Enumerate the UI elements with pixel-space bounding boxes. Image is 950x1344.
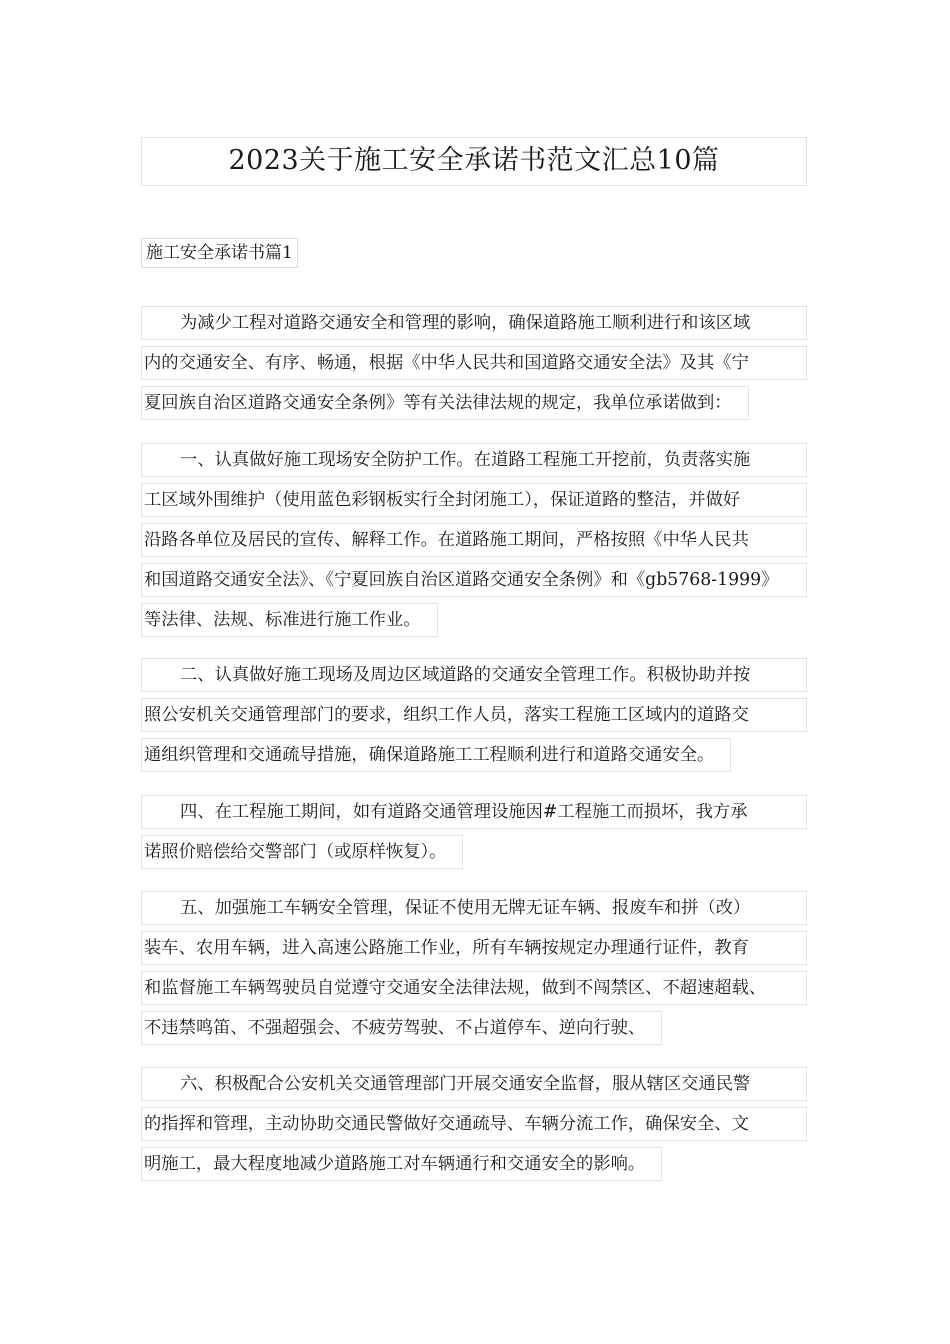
- paragraph-line: 工区域外围维护（使用蓝色彩钢板实行全封闭施工），保证道路的整洁，并做好: [141, 483, 807, 517]
- paragraph-line: 诺照价赔偿给交警部门（或原样恢复）。: [141, 835, 463, 869]
- paragraph-line: 四、在工程施工期间，如有道路交通管理设施因#工程施工而损坏，我方承: [141, 795, 807, 829]
- section-heading: 施工安全承诺书篇1: [141, 238, 298, 268]
- paragraph-line: 明施工，最大程度地减少道路施工对车辆通行和交通安全的影响。: [141, 1147, 662, 1181]
- paragraph-line: 六、积极配合公安机关交通管理部门开展交通安全监督，服从辖区交通民警: [141, 1067, 807, 1101]
- paragraph-intro: [141, 306, 807, 430]
- paragraph-line: 一、认真做好施工现场安全防护工作。在道路工程施工开挖前，负责落实施: [141, 443, 807, 477]
- paragraph-line: 夏回族自治区道路交通安全条例》等有关法律法规的规定，我单位承诺做到：: [141, 386, 749, 420]
- paragraph-item-4: [141, 795, 807, 879]
- document-title: 2023关于施工安全承诺书范文汇总10篇: [141, 137, 807, 186]
- paragraph-item-1: [141, 443, 807, 647]
- paragraph-item-2: [141, 658, 807, 782]
- paragraph-line: 和监督施工车辆驾驶员自觉遵守交通安全法律法规，做到不闯禁区、不超速超载、: [141, 971, 807, 1005]
- paragraph-line: 为减少工程对道路交通安全和管理的影响，确保道路施工顺利进行和该区域: [141, 306, 807, 340]
- paragraph-line: 二、认真做好施工现场及周边区域道路的交通安全管理工作。积极协助并按: [141, 658, 807, 692]
- paragraph-line: 五、加强施工车辆安全管理，保证不使用无牌无证车辆、报废车和拼（改）: [141, 891, 807, 925]
- paragraph-item-5: [141, 891, 807, 1055]
- paragraph-line: 内的交通安全、有序、畅通，根据《中华人民共和国道路交通安全法》及其《宁: [141, 346, 807, 380]
- paragraph-line: 不违禁鸣笛、不强超强会、不疲劳驾驶、不占道停车、逆向行驶、: [141, 1011, 662, 1045]
- paragraph-item-6: [141, 1067, 807, 1191]
- paragraph-line: 的指挥和管理，主动协助交通民警做好交通疏导、车辆分流工作，确保安全、文: [141, 1107, 807, 1141]
- paragraph-line: 沿路各单位及居民的宣传、解释工作。在道路施工期间，严格按照《中华人民共: [141, 523, 807, 557]
- paragraph-line: 照公安机关交通管理部门的要求，组织工作人员，落实工程施工区域内的道路交: [141, 698, 807, 732]
- paragraph-line: 通组织管理和交通疏导措施，确保道路施工工程顺利进行和道路交通安全。: [141, 738, 731, 772]
- paragraph-line: 等法律、法规、标准进行施工作业。: [141, 603, 438, 637]
- paragraph-line: 和国道路交通安全法》、《宁夏回族自治区道路交通安全条例》和《gb5768-1999》: [141, 563, 807, 597]
- paragraph-line: 装车、农用车辆，进入高速公路施工作业，所有车辆按规定办理通行证件，教育: [141, 931, 807, 965]
